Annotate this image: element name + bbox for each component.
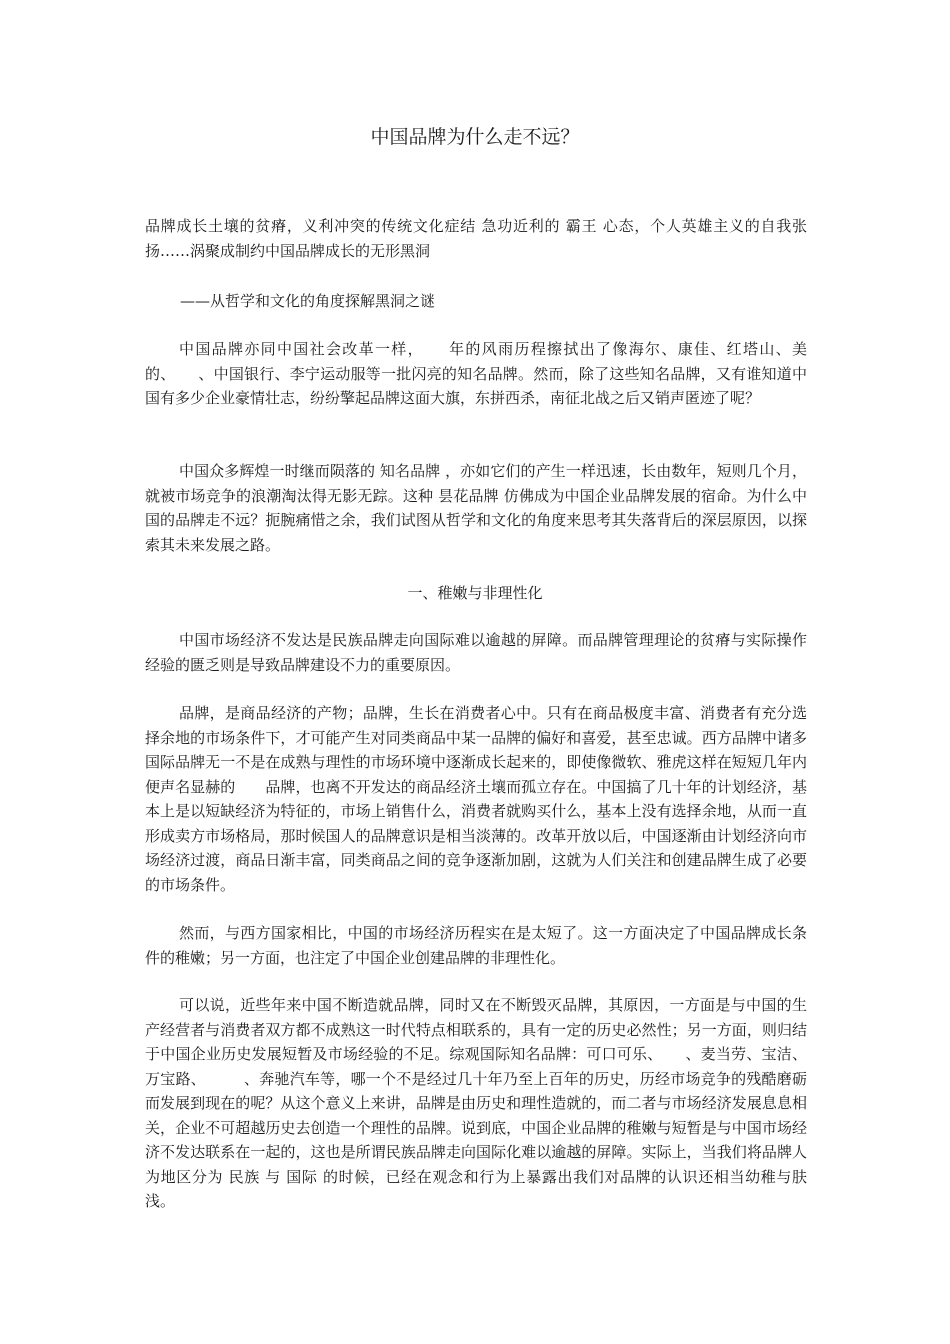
lead-paragraph: 品牌成长土壤的贫瘠，义利冲突的传统文化症结 急功近利的 霸王 心态，个人英雄主义的自我张扬……涡聚成制约中国品牌成长的无形黑洞 (145, 217, 807, 260)
section-paragraph-2: 品牌，是商品经济的产物；品牌，生长在消费者心中。只有在商品极度丰富、消费者有充分选择余地的市场条件下，才可能产生对同类商品中某一品牌的偏好和喜爱，甚至忠诚。西方品牌中诸多国际品牌无一不是在成熟与理性的市场环境中逐渐成长起来的，即使像微软、雅虎这样在短短几年内便声名显赫的 品牌，也离不开发达的商品经济土壤而孤立存在。中国搞了几十年的计划经济，基本上是以短缺经济为特征的，市场上销售什么，消费者就购买什么，基本上没有选择余地，从而一直形成卖方市场格局，那时候国人的品牌意识是相当淡薄的。改革开放以后，中国逐渐由计划经济向市场经济过渡，商品日渐丰富，同类商品之间的竞争逐渐加剧，这就为人们关注和创建品牌生成了必要的市场条件。 (145, 704, 807, 894)
section-paragraph-1: 中国市场经济不发达是民族品牌走向国际难以逾越的屏障。而品牌管理理论的贫瘠与实际操作经验的匮乏则是导致品牌建设不力的重要原因。 (145, 631, 807, 674)
section-paragraph-4: 可以说，近些年来中国不断造就品牌，同时又在不断毁灭品牌，其原因，一方面是与中国的生产经营者与消费者双方都不成熟这一时代特点相联系的，具有一定的历史必然性；另一方面，则归结于中国企业历史发展短暂及市场经验的不足。综观国际知名品牌：可口可乐、 、麦当劳、宝洁、万宝路、 、奔驰汽车等，哪一个不是经过几十年乃至上百年的历史，历经市场竞争的残酷磨砺而发展到现在的呢？从这个意义上来讲，品牌是由历史和理性造就的，而二者与市场经济发展息息相关，企业不可超越历史去创造一个理性的品牌。说到底，中国企业品牌的稚嫩与短暂是与中国市场经济不发达联系在一起的，这也是所谓民族品牌走向国际化难以逾越的屏障。实际上，当我们将品牌人为地区分为 民族 与 国际 的时候，已经在观念和行为上暴露出我们对品牌的认识还相当幼稚与肤浅。 (145, 996, 807, 1210)
section-paragraph-3: 然而，与西方国家相比，中国的市场经济历程实在是太短了。这一方面决定了中国品牌成长条件的稚嫩；另一方面，也注定了中国企业创建品牌的非理性化。 (145, 924, 807, 967)
intro-paragraph-2: 中国众多辉煌一时继而陨落的 知名品牌 ，亦如它们的产生一样迅速，长由数年，短则几个月，就被市场竞争的浪潮淘汰得无影无踪。这种 昙花品牌 仿佛成为中国企业品牌发展的宿命。为什么中国的品牌走不远？扼腕痛惜之余，我们试图从哲学和文化的角度来思考其失落背后的深层原因，以探索其未来发展之路。 (145, 462, 807, 554)
intro-paragraph-1: 中国品牌亦同中国社会改革一样， 年的风雨历程擦拭出了像海尔、康佳、红塔山、美的、 、中国银行、李宁运动服等一批闪亮的知名品牌。然而，除了这些知名品牌，又有谁知道中国有多少企业豪情壮志，纷纷擎起品牌这面大旗，东拼西杀，南征北战之后又销声匿迹了呢？ (145, 340, 807, 407)
section-heading: 一、稚嫩与非理性化 (407, 584, 543, 602)
subtitle: ——从哲学和文化的角度探解黑洞之谜 (180, 292, 436, 310)
document-title: 中国品牌为什么走不远？ (370, 126, 580, 148)
